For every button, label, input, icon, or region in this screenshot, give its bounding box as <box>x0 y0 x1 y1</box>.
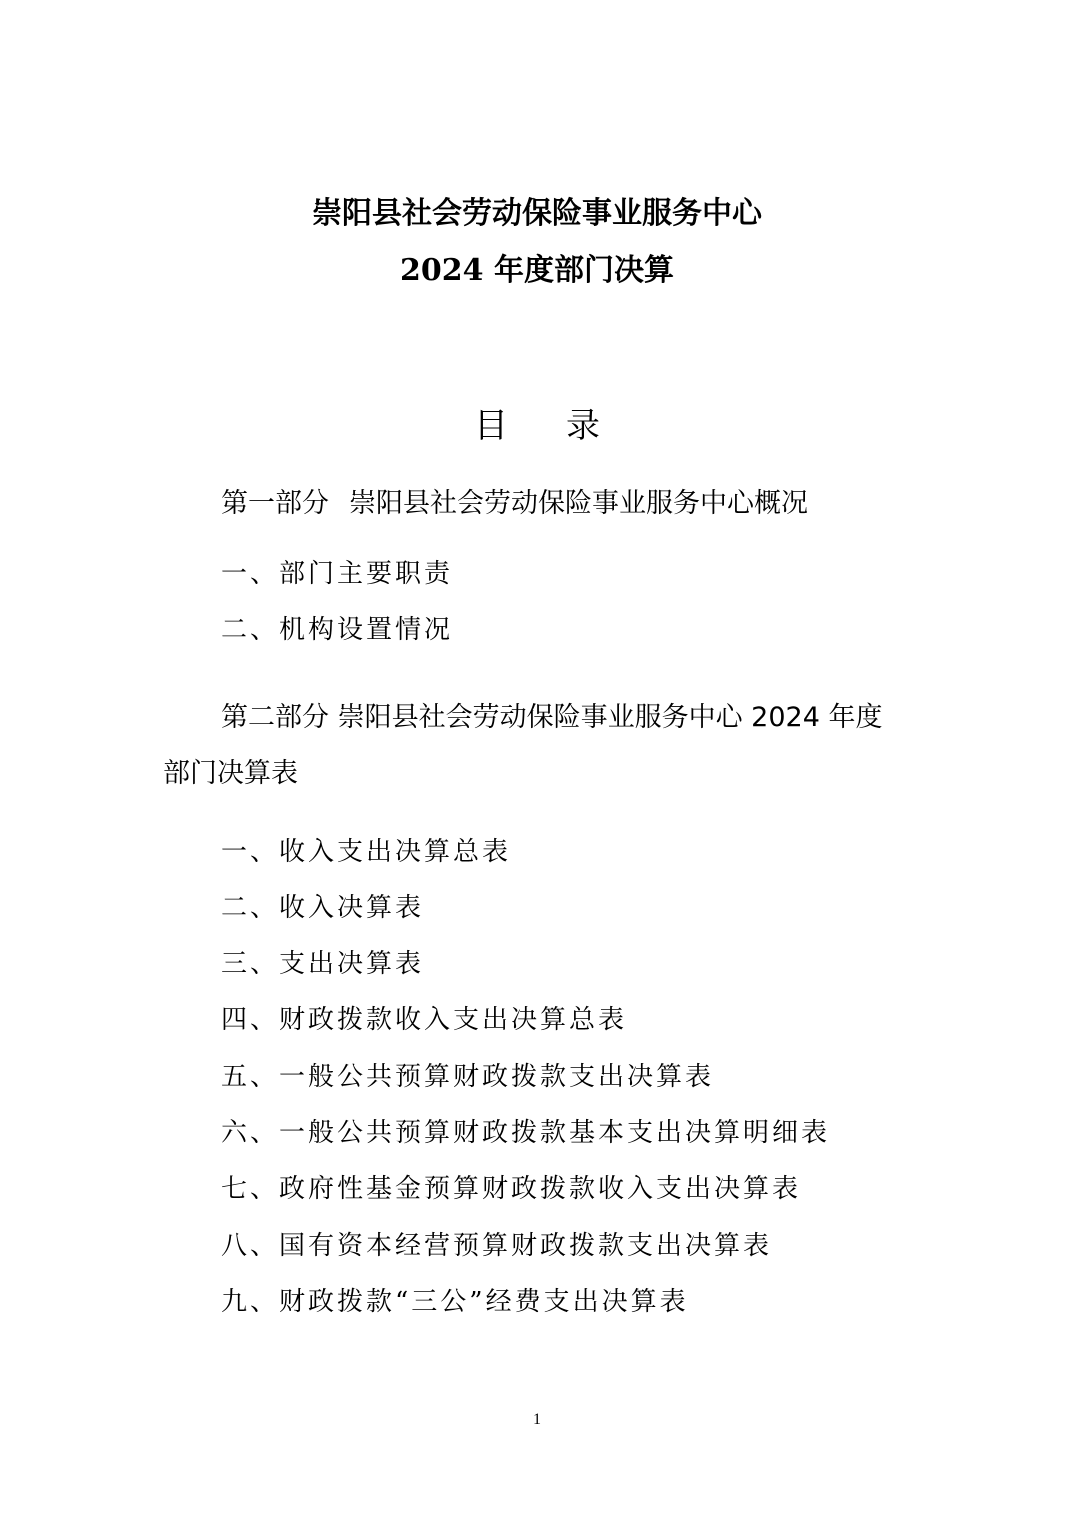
toc-part2-item[interactable]: 五、一般公共预算财政拨款支出决算表 <box>221 1062 715 1092</box>
toc-part2-item[interactable]: 九、财政拨款“三公”经费支出决算表 <box>221 1287 689 1317</box>
toc-part2-heading-line2[interactable]: 部门决算表 <box>163 758 298 789</box>
toc-part1-item[interactable]: 一、部门主要职责 <box>221 559 454 589</box>
toc-part2-heading-line1[interactable]: 第二部分 崇阳县社会劳动保险事业服务中心 2024 年度 <box>221 702 883 733</box>
toc-part1-heading[interactable] <box>221 486 808 522</box>
toc-part1-item[interactable]: 二、机构设置情况 <box>221 615 454 645</box>
toc-part2-item[interactable]: 六、一般公共预算财政拨款基本支出决算明细表 <box>221 1118 831 1148</box>
toc-part2-item[interactable]: 一、收入支出决算总表 <box>221 837 512 867</box>
toc-part1-title: 崇阳县社会劳动保险事业服务中心概况 <box>349 488 808 519</box>
document-title-line2: 2024 年度部门决算 <box>400 253 674 288</box>
toc-part2-item[interactable]: 三、支出决算表 <box>221 949 425 979</box>
toc-heading: 目录 <box>474 406 658 446</box>
document-title-line1: 崇阳县社会劳动保险事业服务中心 <box>312 196 762 231</box>
toc-part2-item[interactable]: 八、国有资本经营预算财政拨款支出决算表 <box>221 1231 773 1261</box>
page-number: 1 <box>533 1411 541 1428</box>
toc-part2-item[interactable]: 七、政府性基金预算财政拨款收入支出决算表 <box>221 1174 802 1204</box>
toc-part2-item[interactable]: 四、财政拨款收入支出决算总表 <box>221 1005 628 1035</box>
toc-part1-label: 第一部分 <box>221 488 329 519</box>
toc-part2-item[interactable]: 二、收入决算表 <box>221 893 425 923</box>
